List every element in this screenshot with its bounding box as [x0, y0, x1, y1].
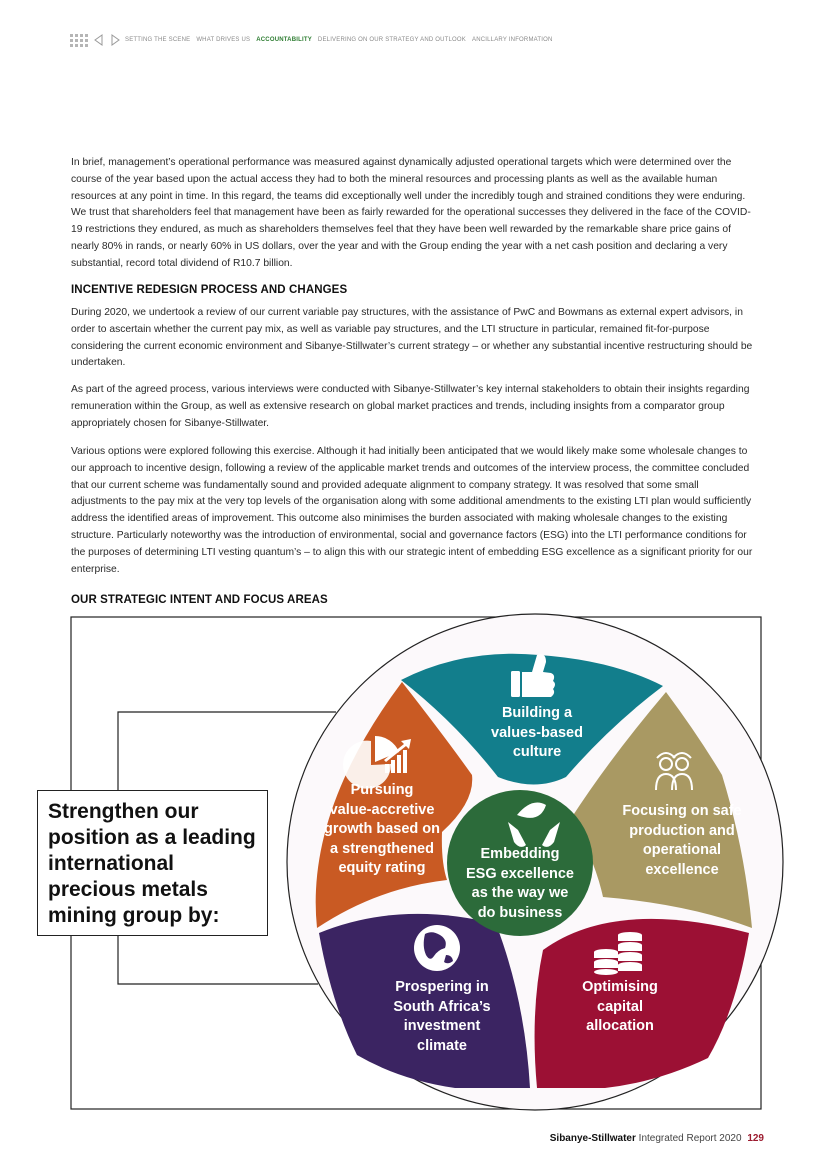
- label-safe-production: Focusing on safe production and operational excellence: [622, 803, 742, 878]
- intro-paragraph: In brief, management’s operational performance was measured against dynamically adjusted operational targets which were determined over the course of the year based upon the actual access they had to both the mineral resources and processing plants as well as the available human resources at any point in time. In this regard, the teams did exceptionally well under the incredibly tough and strained conditions they were enduring. We trust that shareholders feel that management have been as fairly rewarded for the operational successes they delivered in the face of the COVID-19 restrictions they endured, as much as shareholders themselves feel that they have been well rewarded by the remarkable share price gains of nearly 80% in rands, or nearly 60% in US dollars, over the year and with the Group ending the year with a net cash position and declaring a very substantial, record total dividend of R10.7 billion.: [71, 157, 751, 269]
- label-south-africa: Prospering in South Africa’s investment climate: [393, 979, 491, 1054]
- nav-accountability[interactable]: ACCOUNTABILITY: [256, 37, 312, 43]
- incentive-paragraph-3: Various options were explored following this exercise. Although it had initially been anticipated that we would likely make some wholesale changes to our approach to incentive design, following a review of the applicable market trends and outcomes of the interview process, the committee concluded that our current scheme was fundamentally sound and provided adequate alignment to company strategy. It was resolved that some small adjustments to the pay mix at the very top levels of the organisation along with some additional amendments to the existing LTI plan would sufficiently address the identified areas of improvement. This outcome also minimises the burden associated with making wholesale changes to the existing structure. Particularly noteworthy was the introduction of environmental, social and governance factors (ESG) into the LTI performance conditions for the purposes of determining LTI vesting quantum’s – to align this with our strategic intent of embedding ESG excellence as a significant priority for our enterprise.: [71, 446, 753, 575]
- page-footer: [550, 1133, 764, 1144]
- strengthen-line: position as a leading: [48, 826, 256, 849]
- footer-report: Integrated Report 2020: [638, 1133, 742, 1144]
- strengthen-line: international: [48, 852, 175, 875]
- incentive-paragraph-2: As part of the agreed process, various interviews were conducted with Sibanye-Stillwater’s key internal stakeholders to obtain their insights regarding remuneration within the Group, as well as extensive research on global market practices and trends, including insights from a comparator group appropriately chosen for Sibanye-Stillwater.: [71, 384, 750, 429]
- incentive-paragraph-1: During 2020, we undertook a review of our current variable pay structures, with the assistance of PwC and Bowmans as external expert advisors, in order to ascertain whether the current pay mix, as well as variable pay structures, and the LTI structure in particular, remained fit-for-purpose considering the current economic environment and Sibanye-Stillwater’s current strategy – or whether any substantial incentive restructuring should be undertaken.: [71, 307, 753, 369]
- label-building-culture: Building a values-based culture: [491, 705, 583, 760]
- nav-ancillary-information[interactable]: ANCILLARY INFORMATION: [472, 37, 553, 43]
- nav-setting-the-scene[interactable]: SETTING THE SCENE: [125, 37, 191, 43]
- footer-brand: Sibanye-Stillwater: [549, 1133, 636, 1144]
- strengthen-line: Strengthen our: [48, 800, 199, 823]
- label-capital-allocation: Optimising capital allocation: [582, 979, 658, 1034]
- label-growth: Pursuing value-accretive growth based on a strengthened equity rating: [324, 782, 440, 876]
- strengthen-line: mining group by:: [48, 904, 220, 927]
- incentive-heading: INCENTIVE REDESIGN PROCESS AND CHANGES: [71, 284, 348, 296]
- strengthen-position-box: [37, 790, 268, 936]
- globe-icon: [414, 925, 460, 971]
- nav-what-drives-us[interactable]: WHAT DRIVES US: [196, 37, 251, 43]
- strengthen-line: precious metals: [48, 878, 208, 901]
- label-esg-center: Embedding ESG excellence as the way we do business: [465, 846, 574, 921]
- strategic-heading: OUR STRATEGIC INTENT AND FOCUS AREAS: [71, 594, 328, 606]
- nav-delivering-strategy[interactable]: DELIVERING ON OUR STRATEGY AND OUTLOOK: [317, 37, 466, 43]
- page-number: 129: [747, 1133, 764, 1144]
